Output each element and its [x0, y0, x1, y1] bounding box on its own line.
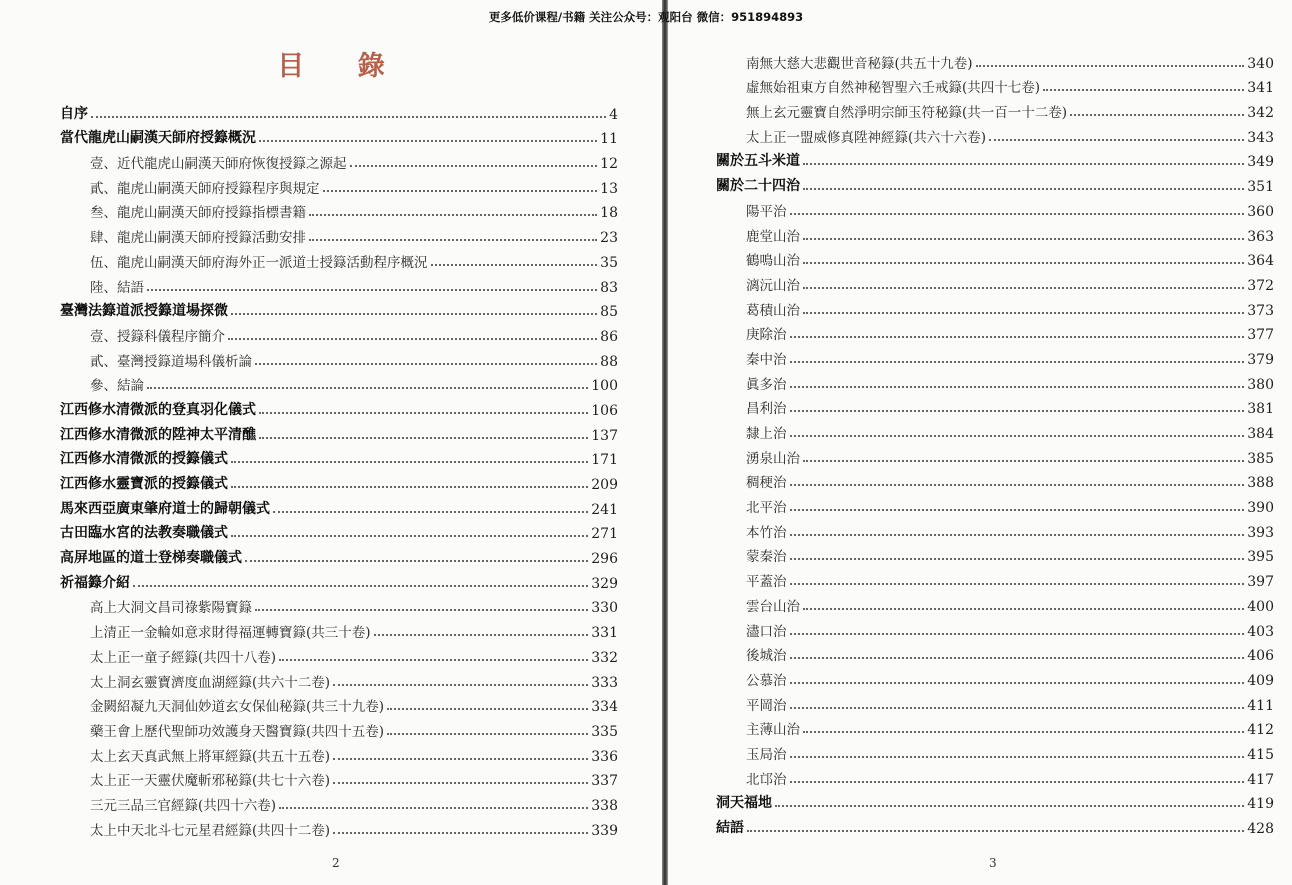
toc-entry-page: 4	[609, 106, 618, 123]
toc-entry[interactable]	[60, 789, 618, 814]
dot-leader	[790, 633, 1245, 635]
toc-entry-title: 太上玄天真武無上將軍經籙(共五十五卷)	[90, 748, 331, 765]
toc-entry-page: 340	[1247, 55, 1274, 72]
toc-entry-page: 349	[1247, 154, 1274, 171]
toc-entry[interactable]	[60, 444, 618, 469]
toc-entry-title: 關於二十四治	[716, 178, 800, 195]
toc-entry[interactable]	[716, 245, 1274, 270]
dot-leader	[323, 190, 598, 192]
toc-entry-title: 秦中治	[746, 351, 787, 368]
toc-entry-title: 眞多治	[746, 376, 787, 393]
toc-entry-page: 83	[600, 279, 618, 296]
toc-entry[interactable]	[60, 394, 618, 419]
toc-entry-page: 85	[600, 304, 618, 321]
toc-entry[interactable]	[716, 294, 1274, 319]
toc-entry-title: 南無大慈大悲觀世音秘籙(共五十九卷)	[746, 55, 973, 72]
toc-entry-page: 415	[1247, 746, 1274, 763]
toc-entry[interactable]	[60, 765, 618, 790]
toc-entry-page: 428	[1247, 821, 1274, 837]
toc-entry[interactable]	[60, 147, 618, 172]
toc-entry-page: 343	[1247, 129, 1274, 146]
toc-entry-page: 412	[1247, 722, 1274, 739]
toc-entry-title: 平蓋治	[746, 574, 787, 591]
dot-leader	[775, 805, 1244, 807]
dot-leader	[803, 188, 1244, 190]
toc-entry[interactable]	[716, 269, 1274, 294]
toc-entry-page: 379	[1247, 351, 1274, 368]
toc-entry[interactable]	[60, 271, 618, 296]
dot-leader	[309, 214, 597, 216]
toc-entry[interactable]	[716, 714, 1274, 739]
toc-entry-page: 23	[600, 230, 618, 247]
toc-entry-title: 貳、龍虎山嗣漢天師府授籙程序與規定	[90, 180, 320, 197]
dot-leader	[790, 435, 1245, 437]
dot-leader	[803, 238, 1244, 240]
dot-leader	[976, 65, 1245, 67]
toc-entry[interactable]	[60, 123, 618, 148]
toc-entry[interactable]	[60, 493, 618, 518]
toc-entry-page: 12	[600, 156, 618, 173]
toc-entry[interactable]	[716, 319, 1274, 344]
toc-entry-title: 無上玄元靈寶自然淨明宗師玉符秘籙(共一百一十二卷)	[746, 105, 1068, 122]
toc-entry-title: 太上中天北斗七元星君經籙(共四十二卷)	[90, 822, 331, 839]
toc-entry[interactable]	[716, 72, 1274, 97]
toc-entry-page: 372	[1247, 277, 1274, 294]
toc-entry-page: 339	[591, 822, 618, 839]
toc-entry[interactable]	[60, 542, 618, 567]
toc-entry-page: 360	[1247, 203, 1274, 220]
toc-entry[interactable]	[716, 121, 1274, 146]
toc-entry-page: 381	[1247, 401, 1274, 418]
toc-entry-page: 333	[591, 674, 618, 691]
toc-entry[interactable]	[716, 763, 1274, 788]
dot-leader	[803, 163, 1244, 165]
toc-entry-title: 濜口治	[746, 623, 787, 640]
dot-leader	[255, 363, 597, 365]
dot-leader	[790, 781, 1245, 783]
toc-entry-title: 太上正一童子經籙(共四十八卷)	[90, 649, 277, 666]
toc-entry[interactable]	[60, 691, 618, 716]
toc-entry[interactable]	[60, 197, 618, 222]
toc-entry[interactable]	[60, 567, 618, 592]
toc-entry-title: 三元三品三官經籙(共四十六卷)	[90, 797, 277, 814]
toc-entry-page: 334	[591, 699, 618, 716]
toc-entry[interactable]	[716, 343, 1274, 368]
toc-entry[interactable]	[60, 666, 618, 691]
toc-entry-title: 洞天福地	[716, 795, 772, 812]
dot-leader	[374, 634, 589, 636]
dot-leader	[279, 659, 588, 661]
dot-leader	[790, 484, 1245, 486]
toc-entry-title: 本竹治	[746, 524, 787, 541]
toc-entry-title: 參、結論	[90, 378, 144, 395]
dot-leader	[273, 511, 588, 513]
dot-leader	[231, 486, 588, 488]
toc-entry[interactable]	[716, 467, 1274, 492]
toc-entry[interactable]	[716, 146, 1274, 171]
dot-leader	[333, 832, 588, 834]
toc-entry[interactable]	[60, 345, 618, 370]
toc-entry-page: 400	[1247, 598, 1274, 615]
toc-entry[interactable]	[716, 565, 1274, 590]
dot-leader	[803, 287, 1244, 289]
dot-leader	[747, 830, 1244, 832]
dot-leader	[333, 684, 588, 686]
toc-entry-page: 351	[1247, 179, 1274, 196]
toc-entry-title: 肆、龍虎山嗣漢天師府授籙活動安排	[90, 230, 306, 247]
dot-leader	[259, 412, 588, 414]
toc-entry-title: 藥王會上歷代聖師功效護身天醫寶籙(共四十五卷)	[90, 723, 385, 740]
toc-entry-title: 太上洞玄靈寶濟度血湖經籙(共六十二卷)	[90, 674, 331, 691]
toc-entry[interactable]	[716, 170, 1274, 195]
toc-entry-page: 395	[1247, 549, 1274, 566]
toc-entry[interactable]	[716, 812, 1274, 837]
toc-entry-title: 平岡治	[746, 697, 787, 714]
toc-entry[interactable]	[716, 541, 1274, 566]
toc-entry[interactable]	[716, 738, 1274, 763]
dot-leader	[790, 509, 1245, 511]
toc-entry[interactable]	[716, 195, 1274, 220]
page-number-left: 2	[332, 856, 340, 870]
toc-entry-title: 鶴鳴山治	[746, 253, 800, 270]
dot-leader	[245, 560, 588, 562]
dot-leader	[309, 239, 597, 241]
toc-entry[interactable]	[60, 740, 618, 765]
toc-entry-page: 342	[1247, 105, 1274, 122]
toc-entry-page: 388	[1247, 475, 1274, 492]
toc-entry-title: 貳、臺灣授籙道場科儀析論	[90, 353, 252, 370]
toc-entry-title: 馬來西亞廣東肇府道士的歸朝儀式	[60, 500, 270, 517]
toc-entry-title: 稠稉治	[746, 475, 787, 492]
toc-entry-page: 385	[1247, 450, 1274, 467]
toc-entry[interactable]	[60, 320, 618, 345]
toc-entry-page: 100	[591, 378, 618, 395]
toc-entry-title: 隸上治	[746, 426, 787, 442]
toc-entry-page: 397	[1247, 574, 1274, 591]
toc-entry-title: 高屏地區的道士登梯奏職儀式	[60, 550, 242, 567]
toc-entry[interactable]	[716, 393, 1274, 418]
dot-leader	[989, 139, 1244, 141]
dot-leader	[231, 535, 588, 537]
promo-banner: 更多低价课程/书籍 关注公众号：观阳台 微信：951894893	[488, 10, 804, 24]
dot-leader	[803, 312, 1244, 314]
toc-entry-page: 406	[1247, 648, 1274, 665]
toc-entry[interactable]	[716, 442, 1274, 467]
toc-entry[interactable]	[60, 172, 618, 197]
dot-leader	[387, 733, 588, 735]
toc-entry-page: 329	[591, 575, 618, 592]
toc-entry[interactable]	[60, 641, 618, 666]
toc-entry-page: 209	[591, 477, 618, 493]
page-number-right: 3	[989, 856, 997, 870]
toc-entry-page: 106	[591, 402, 618, 419]
toc-entry[interactable]	[60, 221, 618, 246]
toc-entry-title: 湧泉山治	[746, 450, 800, 467]
toc-entry-title: 伍、龍虎山嗣漢天師府海外正一派道士授籙活動程序概況	[90, 254, 428, 271]
toc-entry-title: 北平治	[746, 500, 787, 517]
toc-entry[interactable]	[716, 590, 1274, 615]
dot-leader	[803, 731, 1244, 733]
toc-entry-title: 叁、龍虎山嗣漢天師府授籙指標書籍	[90, 205, 306, 222]
toc-entry-title: 漓沅山治	[746, 277, 800, 294]
toc-entry[interactable]	[60, 468, 618, 493]
toc-entry-title: 陸、結語	[90, 279, 144, 296]
toc-entry[interactable]	[60, 296, 618, 321]
dot-leader	[147, 387, 588, 389]
toc-entry[interactable]	[60, 592, 618, 617]
toc-entry-title: 古田臨水宮的法教奏職儀式	[60, 525, 228, 542]
toc-entry-title: 公慕治	[746, 672, 787, 689]
dot-leader	[231, 313, 597, 315]
dot-leader	[790, 386, 1245, 388]
toc-entry-page: 380	[1247, 376, 1274, 393]
toc-entry-title: 北邙治	[746, 771, 787, 788]
toc-entry-title: 臺灣法籙道派授籙道場探微	[60, 303, 228, 320]
dot-leader	[790, 213, 1245, 215]
toc-entry-title: 葛積山治	[746, 302, 800, 319]
page-title: 目 錄	[277, 51, 407, 82]
dot-leader	[350, 165, 598, 167]
toc-entry-page: 417	[1247, 771, 1274, 788]
toc-entry-title: 蒙秦治	[746, 549, 787, 566]
toc-entry-page: 409	[1247, 672, 1274, 689]
toc-entry[interactable]	[716, 368, 1274, 393]
toc-entry-title: 後城治	[746, 648, 787, 665]
dot-leader	[255, 609, 588, 611]
toc-entry-title: 鹿堂山治	[746, 228, 800, 245]
toc-entry[interactable]	[60, 98, 618, 123]
dot-leader	[333, 758, 588, 760]
dot-leader	[790, 361, 1245, 363]
toc-entry-title: 壹、授籙科儀程序簡介	[90, 328, 225, 345]
toc-entry-title: 江西修水清微派的授籙儀式	[60, 451, 228, 468]
toc-entry-page: 171	[591, 452, 618, 469]
toc-entry-page: 393	[1247, 524, 1274, 541]
toc-entry-title: 金闕紹凝九天洞仙妙道玄女保仙秘籙(共三十九卷)	[90, 699, 385, 716]
toc-entry[interactable]	[716, 417, 1274, 442]
toc-entry-title: 江西修水清微派的登真羽化儀式	[60, 401, 256, 418]
dot-leader	[228, 338, 597, 340]
toc-entry-page: 335	[591, 723, 618, 740]
toc-entry-page: 384	[1247, 426, 1274, 442]
toc-entry-page: 390	[1247, 500, 1274, 517]
toc-entry[interactable]	[716, 96, 1274, 121]
toc-entry-page: 363	[1247, 228, 1274, 245]
dot-leader	[1070, 114, 1244, 116]
dot-leader	[790, 336, 1245, 338]
toc-entry[interactable]	[60, 370, 618, 395]
toc-entry-page: 13	[600, 180, 618, 197]
toc-entry[interactable]	[716, 47, 1274, 72]
toc-entry-page: 35	[600, 254, 618, 271]
toc-entry-page: 364	[1247, 253, 1274, 270]
toc-entry-title: 虛無始祖東方自然神秘智聖六壬戒籙(共四十七卷)	[746, 80, 1041, 97]
toc-entry-title: 當代龍虎山嗣漢天師府授籙概況	[60, 130, 256, 147]
dot-leader	[790, 682, 1245, 684]
dot-leader	[790, 657, 1245, 659]
toc-entry[interactable]	[60, 616, 618, 641]
toc-entry-page: 337	[591, 773, 618, 790]
dot-leader	[259, 140, 597, 142]
toc-entry[interactable]	[716, 491, 1274, 516]
toc-entry-page: 296	[591, 551, 618, 568]
toc-entry-title: 自序	[60, 105, 88, 122]
toc-entry-page: 341	[1247, 80, 1274, 97]
dot-leader	[803, 460, 1244, 462]
toc-entry-page: 88	[600, 353, 618, 370]
dot-leader	[803, 262, 1244, 264]
toc-entry-page: 331	[591, 625, 618, 642]
dot-leader	[431, 264, 598, 266]
toc-entry-page: 271	[591, 526, 618, 543]
toc-entry-title: 祈福籙介紹	[60, 574, 130, 591]
toc-entry-title: 江西修水清微派的陞神太平清醮	[60, 426, 256, 443]
dot-leader	[790, 410, 1245, 412]
toc-entry-title: 壹、近代龍虎山嗣漢天師府恢復授籙之源起	[90, 156, 347, 173]
toc-entry[interactable]	[60, 419, 618, 444]
toc-entry-title: 主薄山治	[746, 722, 800, 739]
dot-leader	[259, 437, 588, 439]
toc-entry[interactable]	[716, 516, 1274, 541]
dot-leader	[387, 708, 588, 710]
toc-entry[interactable]	[60, 715, 618, 740]
toc-entry-title: 玉局治	[746, 746, 787, 763]
toc-entry-title: 上清正一金輪如意求財得福運轉寶籙(共三十卷)	[90, 625, 371, 642]
toc-entry-page: 419	[1247, 796, 1274, 813]
toc-entry[interactable]	[716, 640, 1274, 665]
toc-entry[interactable]	[60, 518, 618, 543]
toc-entry-page: 332	[591, 649, 618, 666]
toc-entry-title: 雲台山治	[746, 598, 800, 615]
toc-entry-page: 373	[1247, 302, 1274, 319]
toc-entry-page: 11	[600, 131, 618, 148]
toc-entry-page: 411	[1247, 697, 1274, 714]
dot-leader	[333, 782, 588, 784]
toc-entry-page: 241	[591, 501, 618, 518]
dot-leader	[91, 116, 606, 118]
dot-leader	[790, 707, 1245, 709]
toc-entry-title: 高上大洞文昌司祿紫陽寶籙	[90, 600, 252, 617]
toc-entry[interactable]	[60, 246, 618, 271]
toc-entry[interactable]	[60, 814, 618, 839]
toc-entry[interactable]	[716, 664, 1274, 689]
toc-entry-page: 18	[600, 205, 618, 222]
dot-leader	[279, 807, 588, 809]
dot-leader	[790, 558, 1245, 560]
toc-entry-page: 86	[600, 328, 618, 345]
toc-entry[interactable]	[716, 220, 1274, 245]
toc-entry[interactable]	[716, 615, 1274, 640]
dot-leader	[133, 585, 588, 587]
dot-leader	[1043, 89, 1244, 91]
toc-entry-title: 江西修水靈寶派的授籙儀式	[60, 476, 228, 492]
toc-entry-title: 昌利治	[746, 401, 787, 418]
toc-entry-title: 太上正一盟威修真陞神經籙(共六十六卷)	[746, 129, 987, 146]
toc-entry-page: 336	[591, 748, 618, 765]
toc-entry[interactable]	[716, 788, 1274, 813]
toc-entry-page: 377	[1247, 327, 1274, 344]
dot-leader	[147, 289, 597, 291]
toc-entry-title: 結語	[716, 820, 744, 836]
toc-entry-title: 陽平治	[746, 203, 787, 220]
dot-leader	[790, 534, 1245, 536]
toc-entry-page: 137	[591, 427, 618, 444]
dot-leader	[231, 461, 588, 463]
toc-entry[interactable]	[716, 689, 1274, 714]
toc-entry-title: 太上正一天靈伏魔斬邪秘籙(共七十六卷)	[90, 773, 331, 790]
toc-list-left	[60, 98, 618, 839]
toc-entry-title: 關於五斗米道	[716, 153, 800, 170]
toc-list-right	[716, 47, 1274, 837]
toc-entry-page: 403	[1247, 623, 1274, 640]
dot-leader	[803, 608, 1244, 610]
toc-entry-page: 330	[591, 600, 618, 617]
dot-leader	[790, 756, 1245, 758]
toc-entry-page: 338	[591, 797, 618, 814]
dot-leader	[790, 583, 1245, 585]
toc-entry-title: 庚除治	[746, 327, 787, 344]
